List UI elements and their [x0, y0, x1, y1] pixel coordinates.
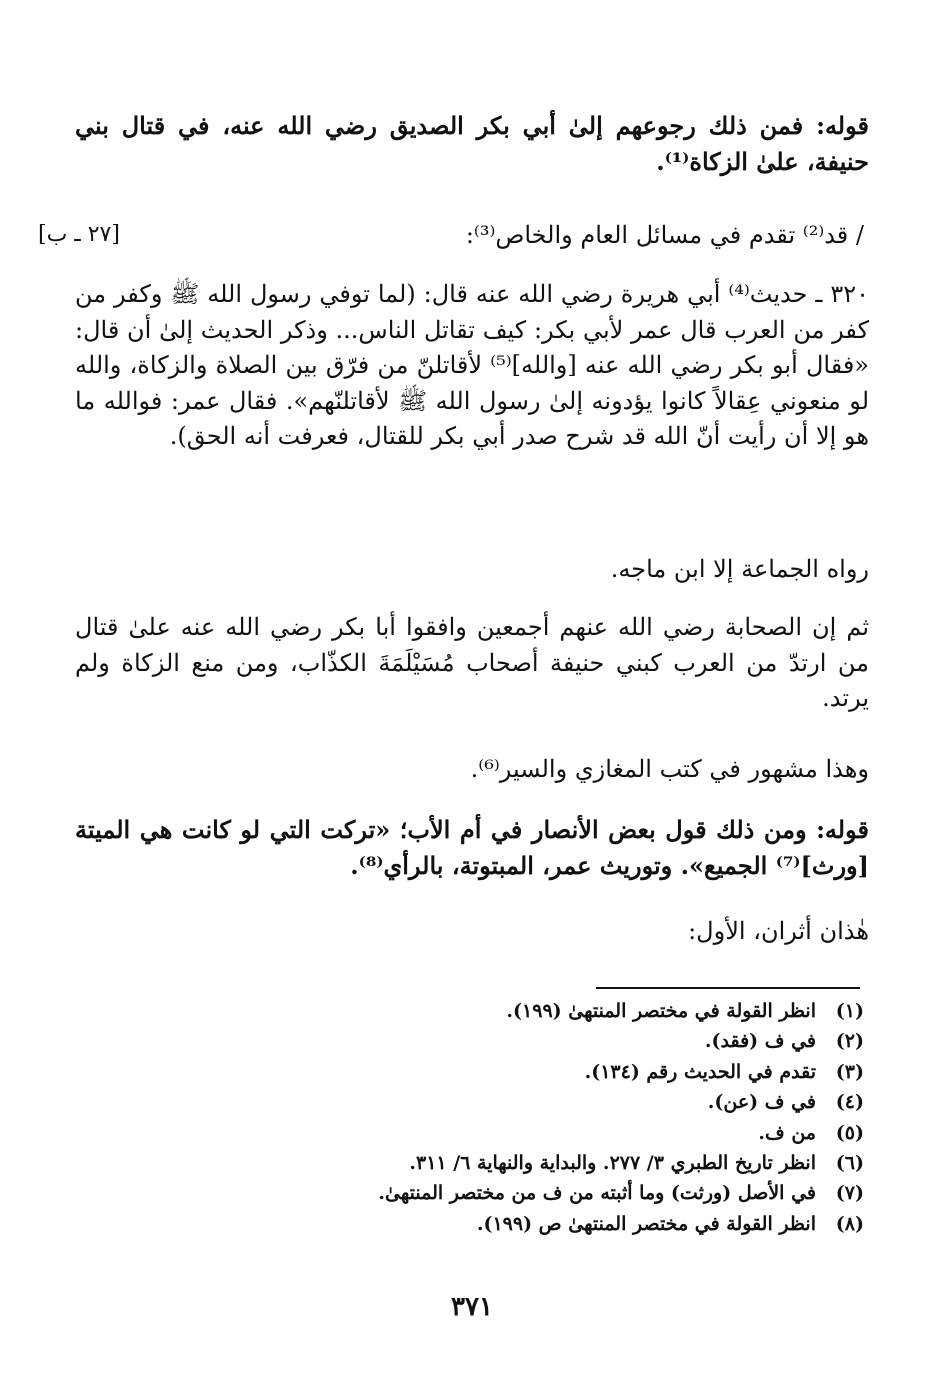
page-number: ٣٧١	[451, 1292, 493, 1322]
paragraph-qawluh-2: قوله: ومن ذلك قول بعض الأنصار في أم الأب؛ «تركت التي لو كانت هي الميتة [ورث]⁽⁷⁾ الجميع». وتوريث عمر، المبتوتة، بالرأي⁽⁸⁾.	[75, 815, 869, 880]
footnote-number: (٥)	[835, 1121, 864, 1144]
paragraph-companions: ثم إن الصحابة رضي الله عنهم أجمعين وافقوا أبا بكر رضي الله عنه علىٰ قتال من ارتدّ من العرب كبني حنيفة أصحاب مُسَيْلَمَةَ الكذّاب، ومن منع الزكاة ولم يرتد.	[75, 613, 869, 713]
paragraph-cross-reference: / قد⁽²⁾ تقدم في مسائل العام والخاص⁽³⁾:	[465, 221, 864, 249]
footnote-item	[84, 1026, 864, 1056]
footnote-text: انظر القولة في مختصر المنتهىٰ (١٩٩).	[506, 1000, 816, 1022]
footnote-text: في ف (عن).	[707, 1091, 816, 1114]
paragraph-narration: رواه الجماعة إلا ابن ماجه.	[610, 555, 869, 583]
footnote-separator	[596, 987, 860, 989]
footnote-item	[84, 1087, 864, 1117]
footnotes-list	[84, 996, 864, 1239]
footnote-text: في الأصل (ورثت) وما أثبته من ف من مختصر المنتهىٰ.	[378, 1182, 816, 1205]
paragraph-qawluh-1: قوله: فمن ذلك رجوعهم إلىٰ أبي بكر الصديق رضي الله عنه، في قتال بني حنيفة، علىٰ الزكاة⁽¹⁾.	[75, 111, 869, 176]
footnote-number: (٢)	[835, 1030, 864, 1053]
footnote-item	[84, 1178, 864, 1208]
footnote-number: (٣)	[835, 1060, 864, 1083]
footnote-item	[84, 1148, 864, 1178]
footnote-item	[84, 1057, 864, 1087]
footnote-item	[84, 1118, 864, 1148]
footnote-number: (٦)	[835, 1151, 864, 1174]
footnote-text: انظر القولة في مختصر المنتهىٰ ص (١٩٩).	[476, 1212, 816, 1235]
margin-folio-marker: [٢٧ ـ ب]	[38, 222, 120, 247]
paragraph-hadith-320: ٣٢٠ ـ حديث⁽⁴⁾ أبي هريرة رضي الله عنه قال: (لما توفي رسول الله ﷺ وكفر من كفر من العرب قال عمر لأبي بكر: كيف تقاتل الناس... وذكر الحديث إلىٰ أن قال: «فقال أبو بكر رضي الله عنه [والله]⁽⁵⁾ لأقاتلنّ من فرّق بين الصلاة والزكاة، والله لو منعوني عِقالاً كانوا يؤدونه إلىٰ رسول الله ﷺ لأقاتلنّهم». فقال عمر: فوالله ما هو إلا أن رأيت أنّ الله قد شرح صدر أبي بكر للقتال، فعرفت أنه الحق).	[75, 280, 870, 451]
footnote-item	[84, 996, 864, 1026]
footnote-number: (٧)	[835, 1182, 864, 1205]
footnote-number: (٤)	[835, 1091, 864, 1114]
paragraph-two-athar: هٰذان أثران، الأول:	[688, 917, 869, 945]
footnote-text: تقدم في الحديث رقم (١٣٤).	[584, 1060, 816, 1083]
footnote-item	[84, 1209, 864, 1239]
footnote-number: (٨)	[835, 1212, 864, 1235]
footnote-text: من ف.	[758, 1121, 816, 1144]
footnote-text: في ف (فقد).	[704, 1030, 816, 1053]
footnote-text: انظر تاريخ الطبري ٣/ ٢٧٧. والبداية والنهاية ٦/ ٣١١.	[409, 1151, 816, 1174]
paragraph-maghazi: وهذا مشهور في كتب المغازي والسير⁽⁶⁾.	[470, 755, 869, 783]
footnote-number: (١)	[835, 1000, 864, 1022]
